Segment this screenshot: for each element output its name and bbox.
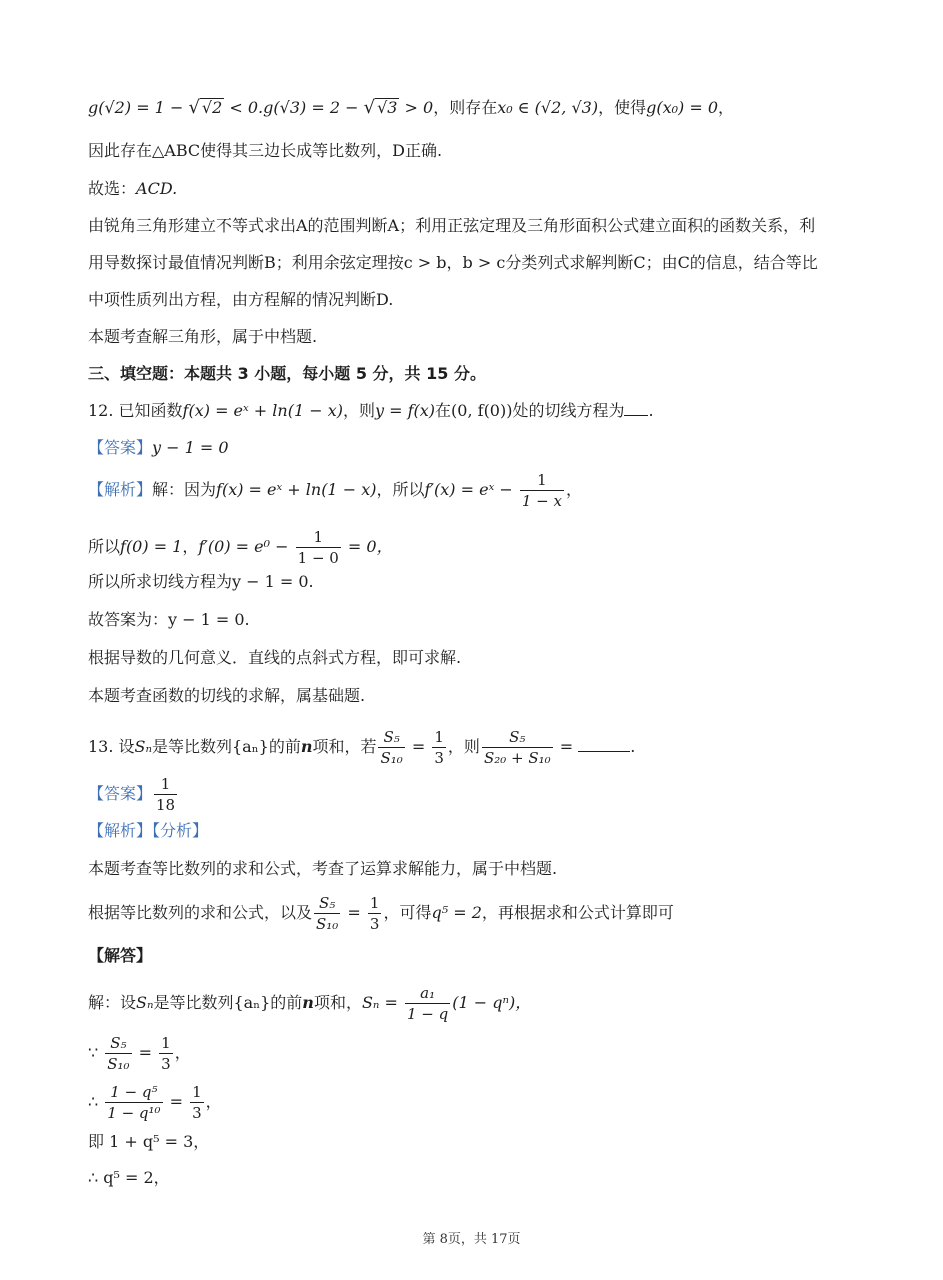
math-expression: q⁵ = 2 (431, 903, 482, 922)
text-span: 处的切线方程为 (512, 401, 625, 420)
numerator: S₅ (314, 893, 340, 914)
denominator: S₂₀ + S₁₀ (483, 749, 551, 767)
text-span: 故选： (88, 179, 137, 198)
numerator: 1 (434, 728, 444, 746)
denominator: S₁₀ (316, 915, 339, 933)
text-span: ， (205, 1092, 222, 1111)
fraction (296, 527, 341, 568)
question-12 (88, 400, 903, 422)
text-line: 本题考查等比数列的求和公式，考查了运算求解能力，属于中档题. (88, 859, 558, 878)
text-span: 13. 设 (88, 737, 135, 756)
answer-line (88, 774, 903, 815)
math-expression: Sₙ = (361, 993, 403, 1012)
denominator: S₁₀ (107, 1055, 130, 1073)
text-span: 所以 (88, 537, 121, 556)
text-span: ， (565, 480, 582, 499)
text-line-answer (88, 178, 903, 200)
denominator: 18 (156, 796, 176, 814)
text-span: ，则存在 (433, 98, 498, 117)
math-expression: ACD. (136, 179, 178, 198)
page-footer: 第 8页，共 17页 (422, 1232, 521, 1247)
text-line (88, 983, 903, 1024)
text-line (88, 527, 903, 568)
text-span: ， (182, 537, 199, 556)
solution-tag-line (88, 945, 903, 967)
text-span: ，所以 (376, 480, 425, 499)
math-expression: (0, f(0)) (451, 401, 513, 420)
fraction (378, 727, 404, 768)
fraction (368, 893, 382, 934)
answer-line (88, 437, 903, 459)
math-expression: f(x) = eˣ + ln(1 − x) (182, 401, 343, 420)
numerator: 1 (520, 470, 564, 491)
text-line (88, 893, 903, 934)
text-line: 根据导数的几何意义．直线的点斜式方程，即可求解. (88, 648, 462, 667)
numerator: 1 (369, 894, 380, 912)
text-span: ，可得 (383, 903, 432, 922)
denominator: S₁₀ (380, 749, 403, 767)
text-line: 本题考查函数的切线的求解，属基础题. (88, 686, 366, 705)
math-expression: n (300, 737, 313, 756)
answer-tag: 【答案】 (88, 438, 153, 457)
text-span: ，则 (342, 401, 375, 420)
because-symbol: ∵ (88, 1043, 104, 1062)
denominator: 3 (161, 1055, 171, 1073)
analysis-line (88, 470, 903, 511)
equals-sign: = (133, 1043, 158, 1062)
text-span: ， (174, 1043, 191, 1062)
math-expression: n (302, 993, 314, 1012)
text-span: 解：因为 (152, 480, 217, 499)
equals-sign: = (554, 737, 579, 756)
text-span: ，再根据求和公式计算即可 (481, 903, 674, 922)
fraction (190, 1082, 204, 1123)
equals-sign: = (406, 737, 431, 756)
text-line: 故答案为：y − 1 = 0. (88, 610, 250, 629)
denominator: 1 − q (406, 1005, 449, 1023)
text-line (88, 1082, 903, 1123)
analysis-tag: 【解析】 (88, 480, 153, 499)
radical-sign: √ (188, 97, 200, 118)
math-expression: y = f(x) (374, 401, 436, 420)
math-expression: f′(0) = e⁰ − (198, 537, 294, 556)
math-expression: f(0) = 1 (120, 537, 183, 556)
therefore-symbol: ∴ (88, 1092, 104, 1111)
answer-blank (624, 401, 648, 416)
text-line: 本题考查解三角形，属于中档题. (88, 327, 318, 346)
text-line: 用导数探讨最值情况判断B；利用余弦定理按c > b，b > c分类列式求解判断C；由C的信息，结合等比 (88, 253, 818, 272)
text-span: 是等比数列{aₙ}的前 (153, 993, 303, 1012)
text-span: . (630, 737, 636, 756)
fraction (432, 727, 446, 768)
denominator: 3 (192, 1104, 202, 1122)
fraction (159, 1033, 173, 1074)
text-line: 因此存在△ABC使得其三边长成等比数列，D正确. (88, 141, 443, 160)
fraction (105, 1033, 131, 1074)
text-span: 12. 已知函数 (88, 401, 183, 420)
numerator: 1 (192, 1083, 202, 1101)
radical-sign: √ (363, 97, 376, 118)
text-span: 项和，若 (312, 737, 377, 756)
text-span: 根据等比数列的求和公式，以及 (88, 903, 313, 922)
equals-sign: = (164, 1092, 189, 1111)
analysis-tag-line (88, 820, 903, 842)
numerator: 1 (296, 527, 341, 548)
text-span: 解：设 (88, 993, 137, 1012)
math-expression: > 0 (399, 98, 434, 117)
math-expression: g(√2) = 1 − (88, 98, 189, 117)
math-expression: < 0.g(√3) = 2 − (224, 98, 364, 117)
text-line: 由锐角三角形建立不等式求出A的范围判断A；利用正弦定理及三角形面积公式建立面积的函数关系，利 (88, 216, 816, 235)
denominator: 3 (369, 915, 380, 933)
text-span: ， (718, 98, 735, 117)
text-line: 所以所求切线方程为y − 1 = 0. (88, 572, 314, 591)
fraction (314, 893, 340, 934)
text-span: 在 (435, 401, 452, 420)
text-span: . (648, 401, 654, 420)
numerator: 1 (161, 1034, 171, 1052)
numerator: 1 (154, 774, 177, 795)
fraction (405, 983, 450, 1024)
fraction (482, 727, 553, 768)
numerator: 1 − q⁵ (105, 1082, 162, 1103)
numerator: a₁ (405, 983, 450, 1004)
analysis-tag: 【解析】【分析】 (88, 821, 209, 840)
math-expression: (1 − qⁿ)， (452, 993, 532, 1012)
math-expression: f(x) = eˣ + ln(1 − x) (216, 480, 377, 499)
numerator: S₅ (378, 727, 404, 748)
fraction (520, 470, 564, 511)
solution-tag: 【解答】 (88, 946, 153, 965)
text-line-g (88, 97, 903, 119)
text-line: 中项性质列出方程，由方程解的情况判断D. (88, 290, 394, 309)
math-expression: f′(x) = eˣ − (424, 480, 518, 499)
fraction (154, 774, 177, 815)
math-expression: Sₙ (134, 737, 152, 756)
answer-blank (578, 737, 630, 752)
text-line (88, 1033, 903, 1074)
math-expression: g(x₀) = 0 (646, 98, 719, 117)
section-heading: 三、填空题：本题共 3 小题，每小题 5 分，共 15 分。 (88, 364, 486, 383)
denominator: 1 − x (521, 492, 562, 510)
denominator: 1 − 0 (297, 549, 339, 567)
math-expression: y − 1 = 0 (152, 438, 229, 457)
math-expression: Sₙ (136, 993, 154, 1012)
text-line: 即 1 + q⁵ = 3， (88, 1132, 210, 1151)
text-span: ，使得 (598, 98, 647, 117)
math-radicand: √3 (377, 98, 398, 117)
text-span: ，则 (447, 737, 480, 756)
numerator: S₅ (482, 727, 553, 748)
text-span: 是等比数列{aₙ}的前 (152, 737, 301, 756)
fraction (105, 1082, 162, 1123)
text-line: ∴ q⁵ = 2， (88, 1168, 170, 1187)
question-13 (88, 727, 903, 768)
math-radicand: √2 (201, 98, 223, 117)
answer-tag: 【答案】 (88, 784, 153, 803)
denominator: 3 (434, 749, 444, 767)
equals-sign: = (342, 903, 366, 922)
math-expression: = 0， (342, 537, 393, 556)
math-expression: x₀ ∈ (√2, √3) (497, 98, 599, 117)
numerator: S₅ (105, 1033, 131, 1054)
text-span: 项和， (313, 993, 362, 1012)
denominator: 1 − q¹⁰ (107, 1104, 161, 1122)
